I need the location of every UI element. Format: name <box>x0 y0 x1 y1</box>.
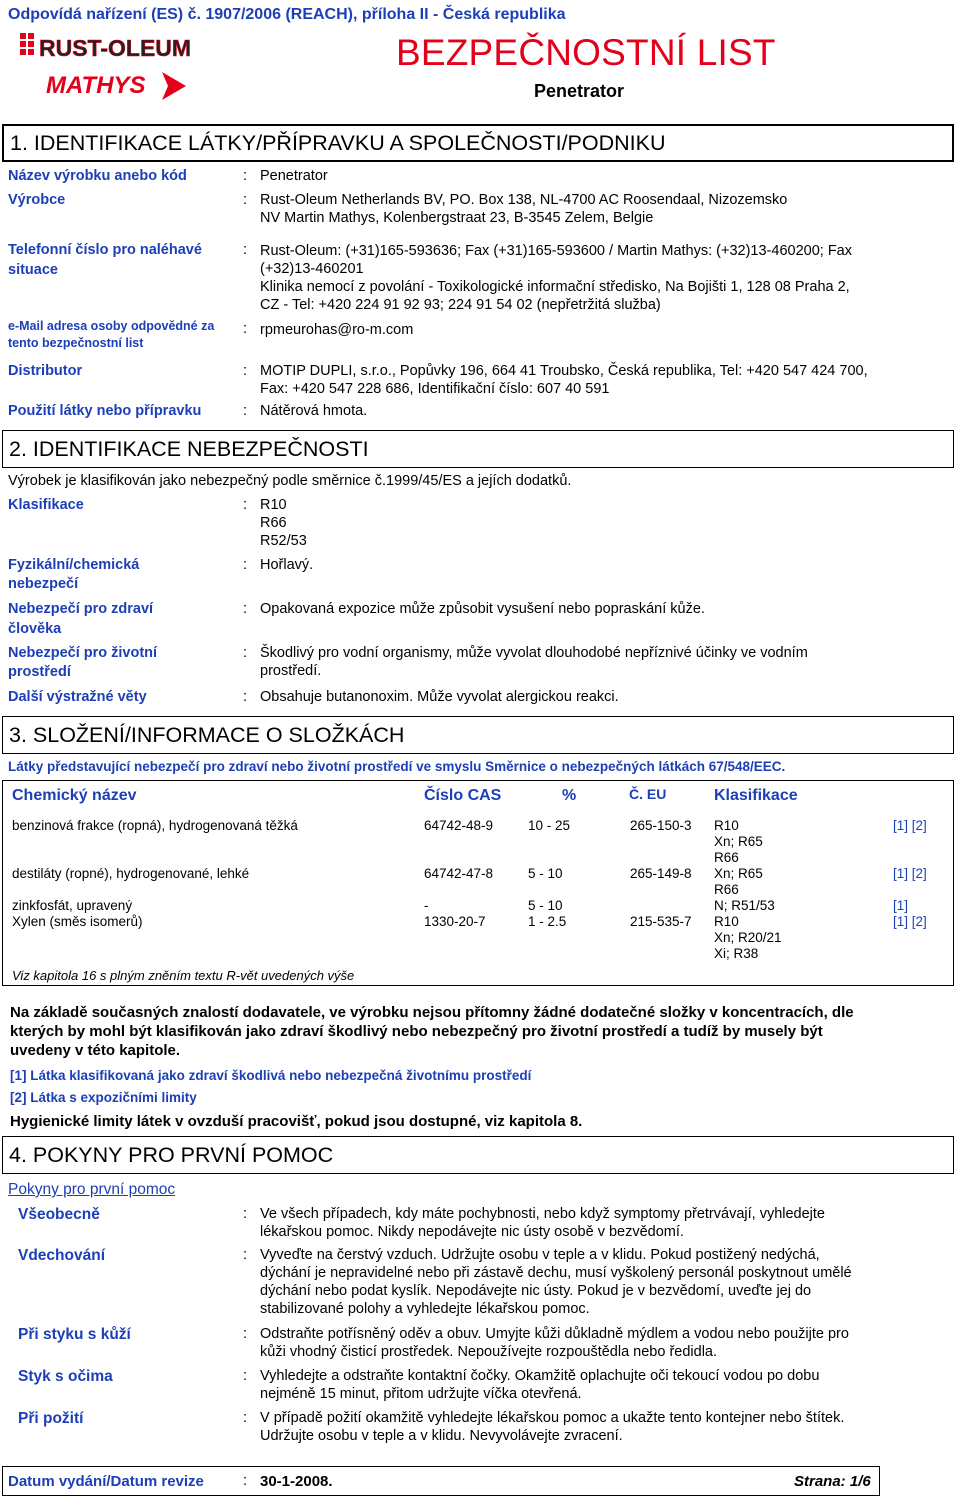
col-header-percent: % <box>562 787 577 804</box>
hygiene-limits-note: Hygienické limity látek v ovzduší pracovišť, pokud jsou dostupné, viz kapitola 8. <box>10 1113 583 1130</box>
health-hazard-value: Opakovaná expozice může způsobit vysušení nebo popraskání kůže. <box>260 601 705 617</box>
composition-table <box>2 780 954 986</box>
first-aid-inhalation-label: Vdechování <box>18 1247 105 1264</box>
table-cell-percent: 5 - 10 <box>528 866 563 881</box>
section-3-heading: 3. SLOŽENÍ/INFORMACE O SLOŽKÁCH <box>2 716 954 754</box>
table-cell-percent: 1 - 2.5 <box>528 914 567 929</box>
environment-hazard-label: prostředí <box>8 664 71 680</box>
table-cell-eu: 265-150-3 <box>630 818 692 833</box>
first-aid-inhalation-line: stabilizované polohy a vyhledejte lékařskou pomoc. <box>260 1301 590 1317</box>
distributor-line: Fax: +420 547 228 686, Identifikační číslo: 607 40 591 <box>260 381 610 397</box>
svg-text:RUST-OLEUM: RUST-OLEUM <box>39 35 192 61</box>
table-cell-reference: [1] [2] <box>893 866 927 881</box>
manufacturer-line: NV Martin Mathys, Kolenbergstraat 23, B-3545 Zelem, Belgie <box>260 210 654 226</box>
product-code-value: Penetrator <box>260 168 328 184</box>
table-cell-eu: 215-535-7 <box>630 914 692 929</box>
physical-hazard-label: Fyzikální/chemická <box>8 557 140 573</box>
table-cell-eu: 265-149-8 <box>630 866 692 881</box>
section-1-heading: 1. IDENTIFIKACE LÁTKY/PŘÍPRAVKU A SPOLEČNOSTI/PODNIKU <box>2 124 954 162</box>
table-cell-reference: [1] [2] <box>893 818 927 833</box>
page-number: Strana: 1/6 <box>794 1473 871 1490</box>
footnote-1: [1] Látka klasifikovaná jako zdraví škodlivá nebo nebezpečná životnímu prostředí <box>10 1068 532 1083</box>
product-name-header: Penetrator <box>534 81 625 101</box>
colon: : <box>243 1206 248 1222</box>
emergency-phone-line: (+32)13-460201 <box>260 261 364 277</box>
table-cell-classification: R10 <box>714 914 739 929</box>
first-aid-inhalation-line: dýchání je nepravidelné nebo při zástavě dechu, musí vyškolený personál poskytnout umělé <box>260 1265 852 1281</box>
other-warnings-value: Obsahuje butanonoxim. Může vyvolat alergickou reakci. <box>260 689 619 705</box>
first-aid-eyes-line: Vyhledejte a odstraňte kontaktní čočky. Okamžitě oplachujte oči tekoucí vodou po dobu <box>260 1368 820 1384</box>
colon: : <box>243 497 248 513</box>
environment-hazard-label: Nebezpečí pro životní <box>8 645 158 661</box>
first-aid-skin-label: Při styku s kůží <box>18 1326 131 1343</box>
table-cell-classification: R10 <box>714 818 739 833</box>
document-title: BEZPEČNOSTNÍ LIST <box>396 32 776 73</box>
table-cell-name: zinkfosfát, upravený <box>12 898 133 913</box>
colon: : <box>243 1368 248 1384</box>
table-cell-name: Xylen (směs isomerů) <box>12 914 143 929</box>
colon: : <box>243 601 248 617</box>
email-label: e-Mail adresa osoby odpovědné za <box>8 319 215 333</box>
table-cell-name: benzinová frakce (ropná), hydrogenovaná těžká <box>12 818 298 833</box>
first-aid-subheading: Pokyny pro první pomoc <box>8 1181 176 1198</box>
classification-value: R52/53 <box>260 533 307 549</box>
table-cell-percent: 10 - 25 <box>528 818 571 833</box>
health-hazard-label: Nebezpečí pro zdraví <box>8 601 154 617</box>
classification-value: R66 <box>260 515 287 531</box>
usage-value: Nátěrová hmota. <box>260 403 368 419</box>
manufacturer-label: Výrobce <box>8 192 66 208</box>
col-header-name: Chemický název <box>12 787 137 804</box>
other-warnings-label: Další výstražné věty <box>8 689 147 705</box>
distributor-line: MOTIP DUPLI, s.r.o., Popůvky 196, 664 41 Troubsko, Česká republika, Tel: +420 547 424 700, <box>260 363 868 379</box>
email-label: tento bezpečnostní list <box>8 336 144 350</box>
first-aid-skin-line: kůži vhodný čisticí prostředek. Nepoužívejte rozpouštědla nebo ředidla. <box>260 1344 718 1360</box>
hazard-intro: Výrobek je klasifikován jako nebezpečný podle směrnice č.1999/45/ES a jejích dodatků. <box>8 473 572 489</box>
manufacturer-line: Rust-Oleum Netherlands BV, PO. Box 138, NL-4700 AC Roosendaal, Nizozemsko <box>260 192 788 208</box>
colon: : <box>243 645 248 661</box>
physical-hazard-label: nebezpečí <box>8 576 79 592</box>
email-value[interactable]: rpmeurohas@ro-m.com <box>260 322 414 338</box>
colon: : <box>243 689 248 705</box>
product-code-label: Název výrobku anebo kód <box>8 168 187 184</box>
emergency-phone-label: situace <box>8 262 58 278</box>
distributor-label: Distributor <box>8 363 83 379</box>
colon: : <box>243 242 248 258</box>
environment-hazard-line: Škodlivý pro vodní organismy, může vyvolat dlouhodobé nepříznivé účinky ve vodním <box>260 645 808 661</box>
first-aid-general-label: Všeobecně <box>18 1206 100 1223</box>
reach-notice: Odpovídá nařízení (ES) č. 1907/2006 (REACH), příloha II - Česká republika <box>8 6 566 23</box>
emergency-phone-line: Rust-Oleum: (+31)165-593636; Fax (+31)165-593600 / Martin Mathys: (+32)13-460200; Fax <box>260 243 853 259</box>
section-4-heading: 4. POKYNY PRO PRVNÍ POMOC <box>2 1136 954 1174</box>
table-cell-cas: 64742-47-8 <box>424 866 494 881</box>
composition-paragraph: kterých by mohl být klasifikován jako zdraví škodlivý nebo nebezpečný pro životní prostředí a tudíž by musely být <box>10 1023 823 1040</box>
table-cell-classification: Xn; R65 <box>714 866 763 881</box>
section-2-heading: 2. IDENTIFIKACE NEBEZPEČNOSTI <box>2 430 954 468</box>
rust-oleum-logo <box>18 30 198 64</box>
colon: : <box>243 1473 248 1489</box>
first-aid-inhalation-line: Vyveďte na čerstvý vzduch. Udržujte osobu v teple a v klidu. Pokud postižený nedýchá, <box>260 1247 820 1263</box>
table-cell-percent: 5 - 10 <box>528 898 563 913</box>
first-aid-inhalation-line: dýchání nebo podat kyslík. Nepodávejte nic ústy. Pokud je v bezvědomí, uveďte jej do <box>260 1283 812 1299</box>
col-header-eu: Č. EU <box>629 786 667 802</box>
table-cell-classification: R66 <box>714 850 739 865</box>
physical-hazard-value: Hořlavý. <box>260 557 314 573</box>
composition-paragraph: Na základě současných znalostí dodavatele, ve výrobku nejsou přítomny žádné dodatečné složky v koncentracích, dle <box>10 1004 854 1021</box>
classification-value: R10 <box>260 497 287 513</box>
first-aid-eyes-line: nejméně 15 minut, přitom udržujte víčka otevřená. <box>260 1386 582 1402</box>
colon: : <box>243 403 248 419</box>
first-aid-general-line: lékařskou pomoc. Nikdy nepodávejte nic ústy osobě v bezvědomí. <box>260 1224 684 1240</box>
table-cell-cas: 1330-20-7 <box>424 914 486 929</box>
colon: : <box>243 321 248 337</box>
emergency-phone-label: Telefonní číslo pro naléhavé <box>8 242 202 258</box>
table-note: Viz kapitola 16 s plným zněním textu R-vět uvedených výše <box>12 968 355 983</box>
table-cell-classification: Xn; R20/21 <box>714 930 782 945</box>
colon: : <box>243 1247 248 1263</box>
composition-intro: Látky představující nebezpečí pro zdraví nebo životní prostředí ve smyslu Směrnice o nebezpečných látkách 67/548/EEC. <box>8 759 786 774</box>
colon: : <box>243 363 248 379</box>
col-header-classification: Klasifikace <box>714 787 798 804</box>
first-aid-ingestion-label: Při požití <box>18 1410 84 1427</box>
first-aid-general-line: Ve všech případech, kdy máte pochybnosti, nebo když symptomy přetrvávají, vyhledejte <box>260 1206 825 1222</box>
colon: : <box>243 192 248 208</box>
colon: : <box>243 168 248 184</box>
table-cell-cas: 64742-48-9 <box>424 818 494 833</box>
health-hazard-label: člověka <box>8 621 62 637</box>
revision-date-label: Datum vydání/Datum revize <box>8 1473 204 1490</box>
colon: : <box>243 1326 248 1342</box>
table-cell-classification: N; R51/53 <box>714 898 775 913</box>
table-cell-reference: [1] <box>893 898 909 913</box>
usage-label: Použití látky nebo přípravku <box>8 403 202 419</box>
table-cell-cas: - <box>424 898 429 913</box>
colon: : <box>243 557 248 573</box>
environment-hazard-line: prostředí. <box>260 663 322 679</box>
classification-label: Klasifikace <box>8 497 84 513</box>
colon: : <box>243 1410 248 1426</box>
table-cell-classification: Xn; R65 <box>714 834 763 849</box>
table-cell-reference: [1] [2] <box>893 914 927 929</box>
col-header-cas: Číslo CAS <box>424 787 502 804</box>
composition-paragraph: uvedeny v této kapitole. <box>10 1042 181 1059</box>
table-cell-name: destiláty (ropné), hydrogenované, lehké <box>12 866 250 881</box>
table-cell-classification: Xi; R38 <box>714 946 759 961</box>
revision-date-value: 30-1-2008. <box>260 1473 333 1490</box>
table-cell-classification: R66 <box>714 882 739 897</box>
first-aid-skin-line: Odstraňte potřísněný oděv a obuv. Umyjte kůži důkladně mýdlem a vodou nebo použijte pro <box>260 1326 849 1342</box>
first-aid-ingestion-line: V případě požití okamžitě vyhledejte lékařskou pomoc a ukažte tento kontejner nebo štítek. <box>260 1410 845 1426</box>
footnote-2: [2] Látka s expozičními limity <box>10 1090 197 1105</box>
svg-text:MATHYS: MATHYS <box>46 72 146 99</box>
emergency-phone-line: CZ - Tel: +420 224 91 92 93; 224 91 54 02 (nepřetržitá služba) <box>260 297 661 313</box>
first-aid-eyes-label: Styk s očima <box>18 1368 113 1385</box>
first-aid-ingestion-line: Udržujte osobu v teple a v klidu. Nevyvolávejte zvracení. <box>260 1428 623 1444</box>
mathys-logo <box>44 66 194 104</box>
emergency-phone-line: Klinika nemocí z povolání - Toxikologické informační středisko, Na Bojišti 1, 128 08 Praha 2, <box>260 279 850 295</box>
